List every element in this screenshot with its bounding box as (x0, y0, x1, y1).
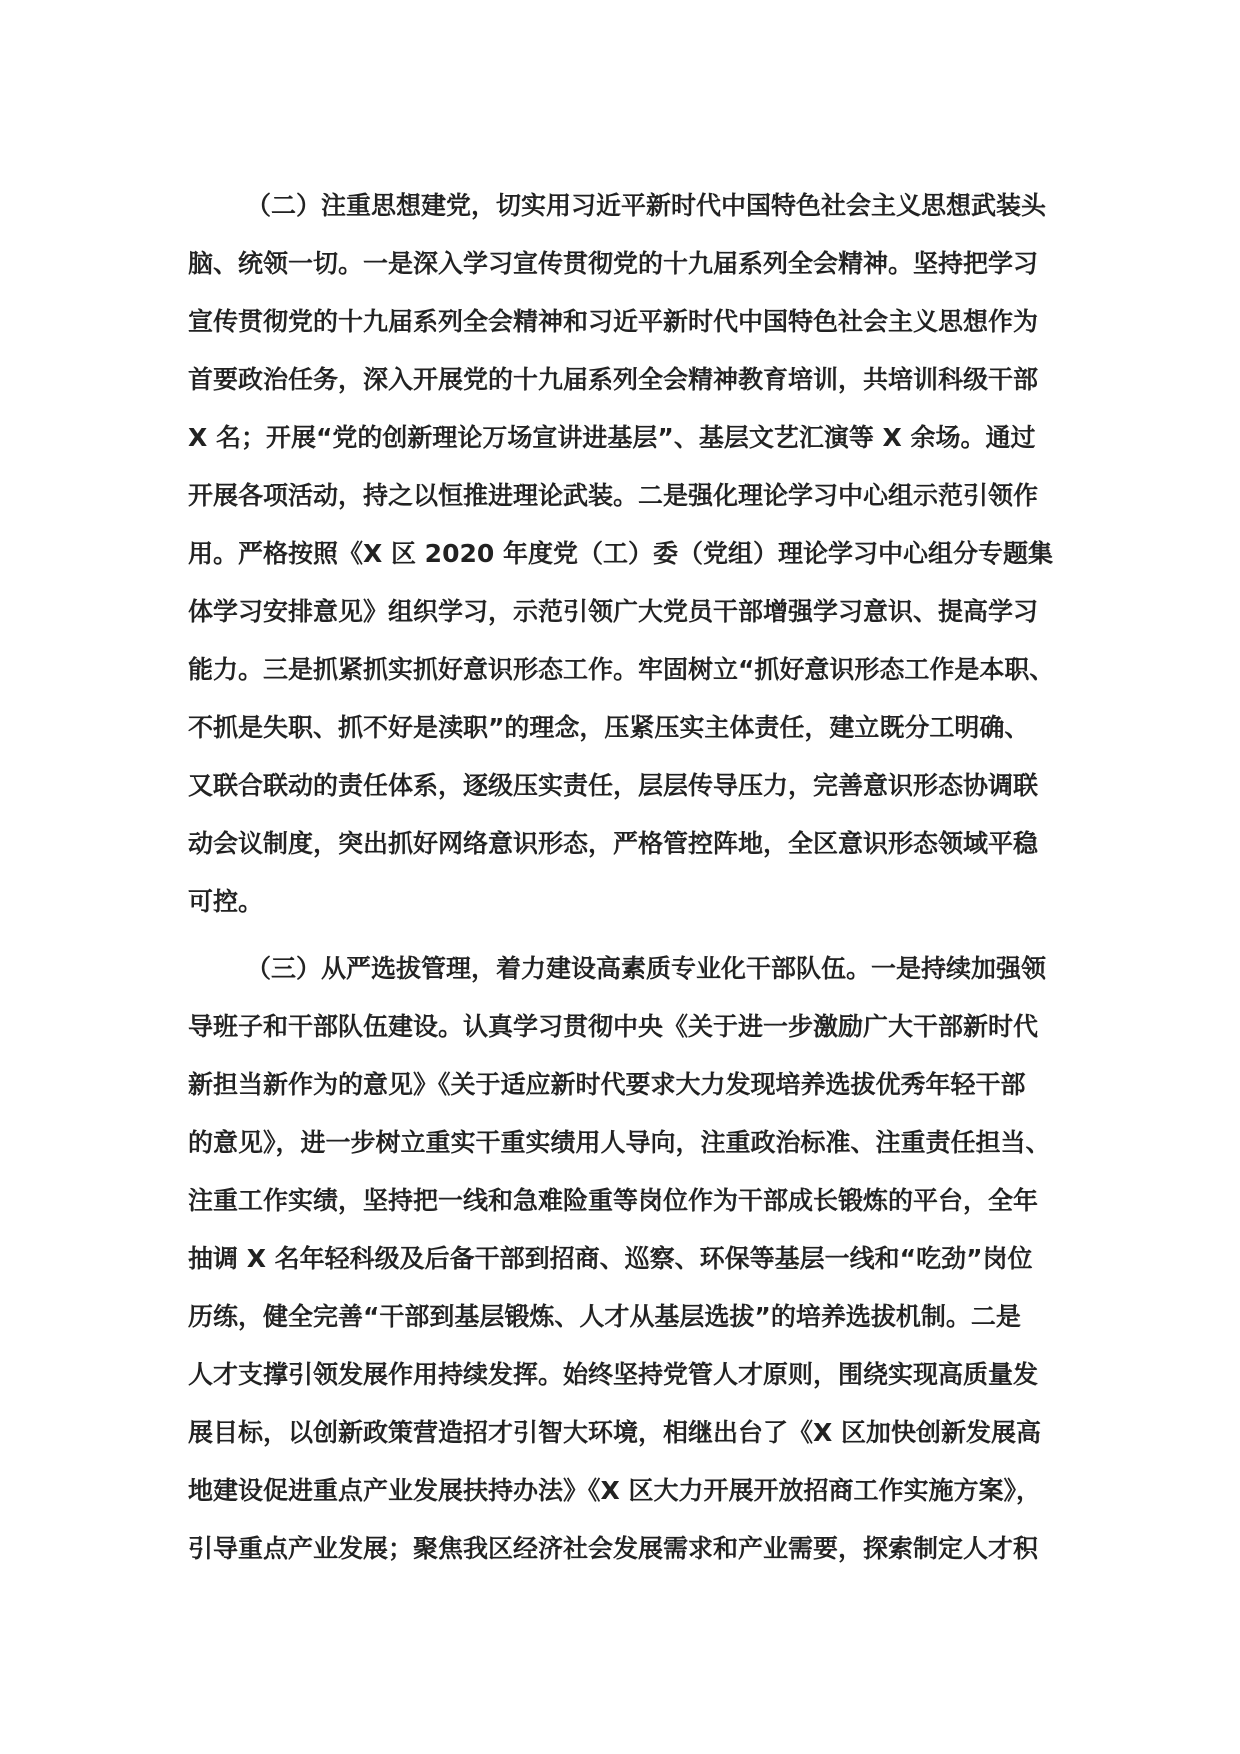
paragraph-1-line-12: 动会议制度，突出抓好网络意识形态，严格管控阵地，全区意识形态领域平稳 (188, 829, 1039, 858)
paragraph-1-line-5: X 名；开展“党的创新理论万场宣讲进基层”、基层文艺汇演等 X 余场。通过 (188, 423, 1036, 452)
paragraph-1-line-13: 可控。 (188, 887, 264, 916)
paragraph-1-line-3: 宣传贯彻党的十九届系列全会精神和习近平新时代中国特色社会主义思想作为 (188, 307, 1039, 336)
paragraph-2-line-3: 新担当新作为的意见》《关于适应新时代要求大力发现培养选拔优秀年轻干部 (188, 1070, 1026, 1099)
paragraph-1-line-8: 体学习安排意见》组织学习，示范引领广大党员干部增强学习意识、提高学习 (188, 597, 1039, 626)
paragraph-2-line-7: 历练，健全完善“干部到基层锻炼、人才从基层选拔”的培养选拔机制。二是 (188, 1302, 1021, 1331)
paragraph-1-line-11: 又联合联动的责任体系，逐级压实责任，层层传导压力，完善意识形态协调联 (188, 771, 1039, 800)
paragraph-2-line-4: 的意见》，进一步树立重实干重实绩用人导向，注重政治标准、注重责任担当、 (188, 1128, 1051, 1157)
paragraph-1-line-2: 脑、统领一切。一是深入学习宣传贯彻党的十九届系列全会精神。坚持把学习 (188, 249, 1039, 278)
paragraph-2-line-5: 注重工作实绩，坚持把一线和急难险重等岗位作为干部成长锻炼的平台，全年 (188, 1186, 1039, 1215)
paragraph-2-line-2: 导班子和干部队伍建设。认真学习贯彻中央《关于进一步激励广大干部新时代 (188, 1012, 1039, 1041)
paragraph-2-line-9: 展目标，以创新政策营造招才引智大环境，相继出台了《X 区加快创新发展高 (188, 1418, 1041, 1447)
paragraph-2-line-8: 人才支撑引领发展作用持续发挥。始终坚持党管人才原则，围绕实现高质量发 (188, 1360, 1039, 1389)
paragraph-1-line-10: 不抓是失职、抓不好是渎职”的理念，压紧压实主体责任，建立既分工明确、 (188, 713, 1030, 742)
paragraph-1-line-7: 用。严格按照《X 区 2020 年度党（工）委（党组）理论学习中心组分专题集 (188, 539, 1053, 568)
paragraph-2-line-11: 引导重点产业发展；聚焦我区经济社会发展需求和产业需要，探索制定人才积 (188, 1534, 1039, 1563)
paragraph-1-line-6: 开展各项活动，持之以恒推进理论武装。二是强化理论学习中心组示范引领作 (188, 481, 1039, 510)
paragraph-2-line-1: （三）从严选拔管理，着力建设高素质专业化干部队伍。一是持续加强领 (246, 954, 1047, 983)
paragraph-1-line-9: 能力。三是抓紧抓实抓好意识形态工作。牢固树立“抓好意识形态工作是本职、 (188, 655, 1055, 684)
paragraph-1-line-1: （二）注重思想建党，切实用习近平新时代中国特色社会主义思想武装头 (246, 191, 1047, 220)
paragraph-2-line-6: 抽调 X 名年轻科级及后备干部到招商、巡察、环保等基层一线和“吃劲”岗位 (188, 1244, 1033, 1273)
paragraph-2-line-10: 地建设促进重点产业发展扶持办法》《X 区大力开展开放招商工作实施方案》， (188, 1476, 1041, 1505)
paragraph-1-line-4: 首要政治任务，深入开展党的十九届系列全会精神教育培训，共培训科级干部 (188, 365, 1039, 394)
